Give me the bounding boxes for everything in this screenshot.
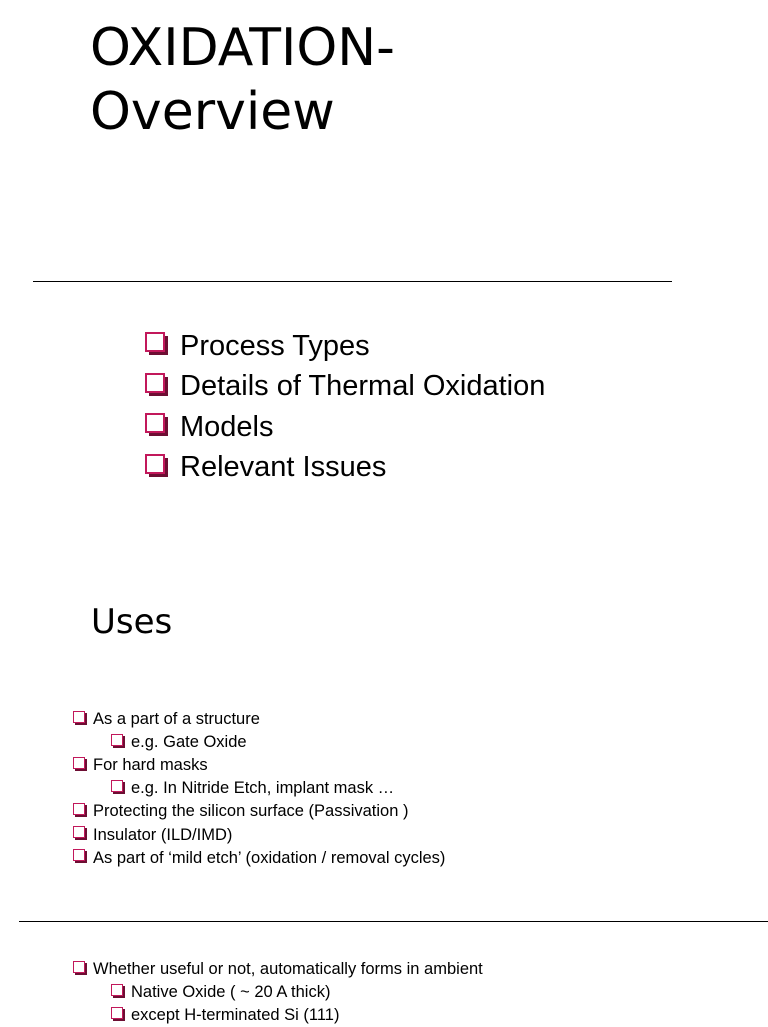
square-bullet-icon xyxy=(73,711,85,723)
list-item xyxy=(145,407,545,448)
list-item-text: As part of ‘mild etch’ (oxidation / removal cycles) xyxy=(93,848,446,867)
sub-list-item xyxy=(73,777,445,800)
square-bullet-icon xyxy=(145,332,165,352)
list-item xyxy=(73,754,445,777)
list-item-text: Whether useful or not, automatically forms in ambient xyxy=(93,960,483,979)
list-item-text: e.g. In Nitride Etch, implant mask … xyxy=(131,779,395,798)
square-bullet-icon xyxy=(145,413,165,433)
square-bullet-icon xyxy=(111,780,123,792)
square-bullet-icon xyxy=(145,373,165,393)
overview-list xyxy=(145,326,545,488)
list-item-text: Native Oxide ( ~ 20 A thick) xyxy=(131,983,331,1002)
native-oxide-list xyxy=(73,958,483,1027)
list-item-text: except H-terminated Si (111) xyxy=(131,1006,340,1025)
square-bullet-icon xyxy=(73,757,85,769)
square-bullet-icon xyxy=(73,826,85,838)
list-item xyxy=(73,958,483,981)
list-item-text: Process Types xyxy=(180,329,370,362)
list-item xyxy=(73,800,445,823)
list-item xyxy=(73,823,445,846)
list-item-text: Details of Thermal Oxidation xyxy=(180,370,546,403)
title-line-2: Overview xyxy=(90,82,335,142)
list-item xyxy=(73,847,445,870)
list-item xyxy=(145,326,545,367)
sub-list-item xyxy=(73,981,483,1004)
list-item xyxy=(73,708,445,731)
square-bullet-icon xyxy=(111,734,123,746)
list-item-text: Protecting the silicon surface (Passivation ) xyxy=(93,802,409,821)
slide-title xyxy=(90,16,395,144)
square-bullet-icon xyxy=(73,961,85,973)
slide-divider xyxy=(33,281,672,282)
square-bullet-icon xyxy=(111,984,123,996)
list-item-text: Models xyxy=(180,410,274,443)
square-bullet-icon xyxy=(73,803,85,815)
square-bullet-icon xyxy=(111,1007,123,1019)
list-item xyxy=(145,448,545,489)
list-item-text: For hard masks xyxy=(93,756,208,775)
square-bullet-icon xyxy=(145,454,165,474)
sub-list-item xyxy=(73,731,445,754)
slide-divider xyxy=(19,921,768,922)
list-item-text: e.g. Gate Oxide xyxy=(131,733,247,752)
uses-list xyxy=(73,708,445,870)
list-item xyxy=(145,367,545,408)
title-line-1: OXIDATION- xyxy=(90,18,395,78)
square-bullet-icon xyxy=(73,849,85,861)
list-item-text: As a part of a structure xyxy=(93,710,260,729)
list-item-text: Insulator (ILD/IMD) xyxy=(93,825,233,844)
uses-title: Uses xyxy=(91,602,173,642)
list-item-text: Relevant Issues xyxy=(180,451,387,484)
